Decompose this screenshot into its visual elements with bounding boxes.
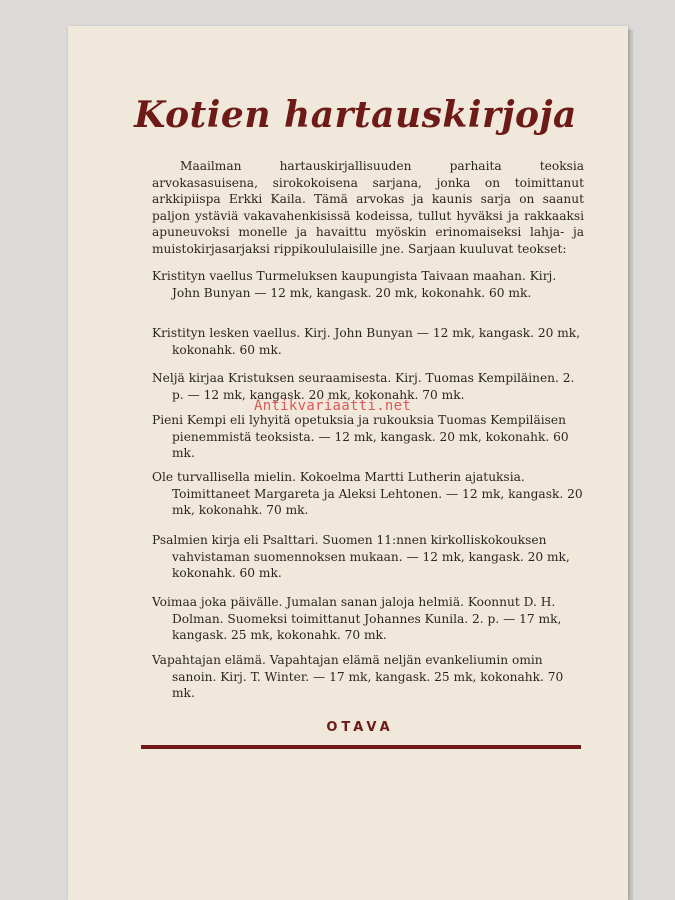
book-title: Neljä kirjaa Kristuksen seuraamisesta. [152, 371, 392, 385]
book-text: Toimittaneet [172, 486, 254, 501]
book-title: Pieni Kempi [152, 413, 227, 427]
book-editors: Margareta ja Aleksi Lehtonen. [253, 486, 443, 501]
book-translator: Johannes Kunila. [364, 611, 469, 626]
book-price: pienemmistä teoksista. — 12 mk, kangask. 20 mk, kokonahk. 60 mk. [172, 429, 569, 460]
book-author: Tuomas Kempiläisen [438, 413, 566, 427]
book-subtitle: Kokoelma Martti Lutherin ajatuksia. [299, 470, 525, 484]
book-entry [152, 412, 584, 462]
book-author: T. Winter. [250, 669, 310, 684]
divider-rule [141, 745, 581, 749]
publisher-name: OTAVA [326, 720, 394, 735]
book-author: Tuomas Kempiläinen. [425, 371, 559, 385]
book-text: Jumalan sanan jaloja helmiä. Koonnut [282, 595, 524, 609]
book-text: Kirj. [391, 371, 426, 385]
book-title: Voimaa joka päivälle. [152, 595, 283, 609]
book-entry [152, 594, 584, 644]
book-title: Ole turvallisella mielin. [152, 470, 296, 484]
book-text: Kirj. [300, 326, 335, 340]
book-entry [152, 268, 584, 301]
book-entry [152, 325, 584, 358]
watermark: Antikvariaatti.net [254, 398, 412, 414]
book-title: Psalmien kirja eli Psalttari. [152, 533, 319, 547]
book-price: 2. p. — 12 mk, kangask. 20 mk, kokonahk. 70 mk. [172, 371, 575, 402]
book-price: — 12 mk, kangask. 20 mk, kokonahk. 70 mk. [172, 486, 583, 517]
book-text: Suomeksi toimittanut [223, 611, 365, 626]
page-title: Kotien hartauskirjoja [134, 94, 577, 136]
book-entry [152, 532, 584, 582]
book-price: — 17 mk, kangask. 25 mk, kokonahk. 70 mk. [172, 669, 564, 700]
book-entry [152, 469, 584, 519]
book-text: eli lyhyitä opetuksia ja rukouksia [226, 413, 439, 427]
book-text: Turmeluksen kaupungista Taivaan maahan. Kirj. [252, 269, 557, 283]
book-title: Kristityn lesken vaellus. [152, 326, 301, 340]
book-author: D. H. Dolman. [172, 595, 556, 626]
book-entry [152, 652, 584, 702]
book-author: John Bunyan [334, 326, 413, 340]
book-text: Suomen 11:nnen kirkolliskokouksen vahvistaman suomennoksen mukaan. — 12 mk, kangask. 20 mk, kokonahk. 60 mk. [172, 533, 570, 580]
intro-paragraph: Maailman hartauskirjallisuuden parhaita teoksia arvokasasuisena, sirokokoisena sarjana, jonka on toimittanut arkkipiispa Erkki Kaila. Tämä arvokas ja kaunis sarja on saanut paljon ystäviä vakavahenkisissä kodeissa, tullut hyväksi ja rakkaaksi apuneuvoksi monelle ja havaittu myöskin erinomaiseksi lahja- ja muistokirjasarjaksi rippikoululaisille jne. Sarjaan kuuluvat teokset: [152, 159, 584, 256]
book-author: John Bunyan [172, 285, 251, 300]
book-title: Vapahtajan elämä. [152, 653, 266, 667]
book-price: 2. p. — 17 mk, kangask. 25 mk, kokonahk. 70 mk. [172, 611, 562, 642]
book-price: — 12 mk, kangask. 20 mk, kokonahk. 60 mk. [250, 285, 532, 300]
book-text: Vapahtajan elämä neljän evankeliumin omin sanoin. Kirj. [172, 653, 543, 684]
book-title: Kristityn vaellus [152, 269, 253, 283]
book-price: — 12 mk, kangask. 20 mk, kokonahk. 60 mk. [172, 326, 581, 357]
